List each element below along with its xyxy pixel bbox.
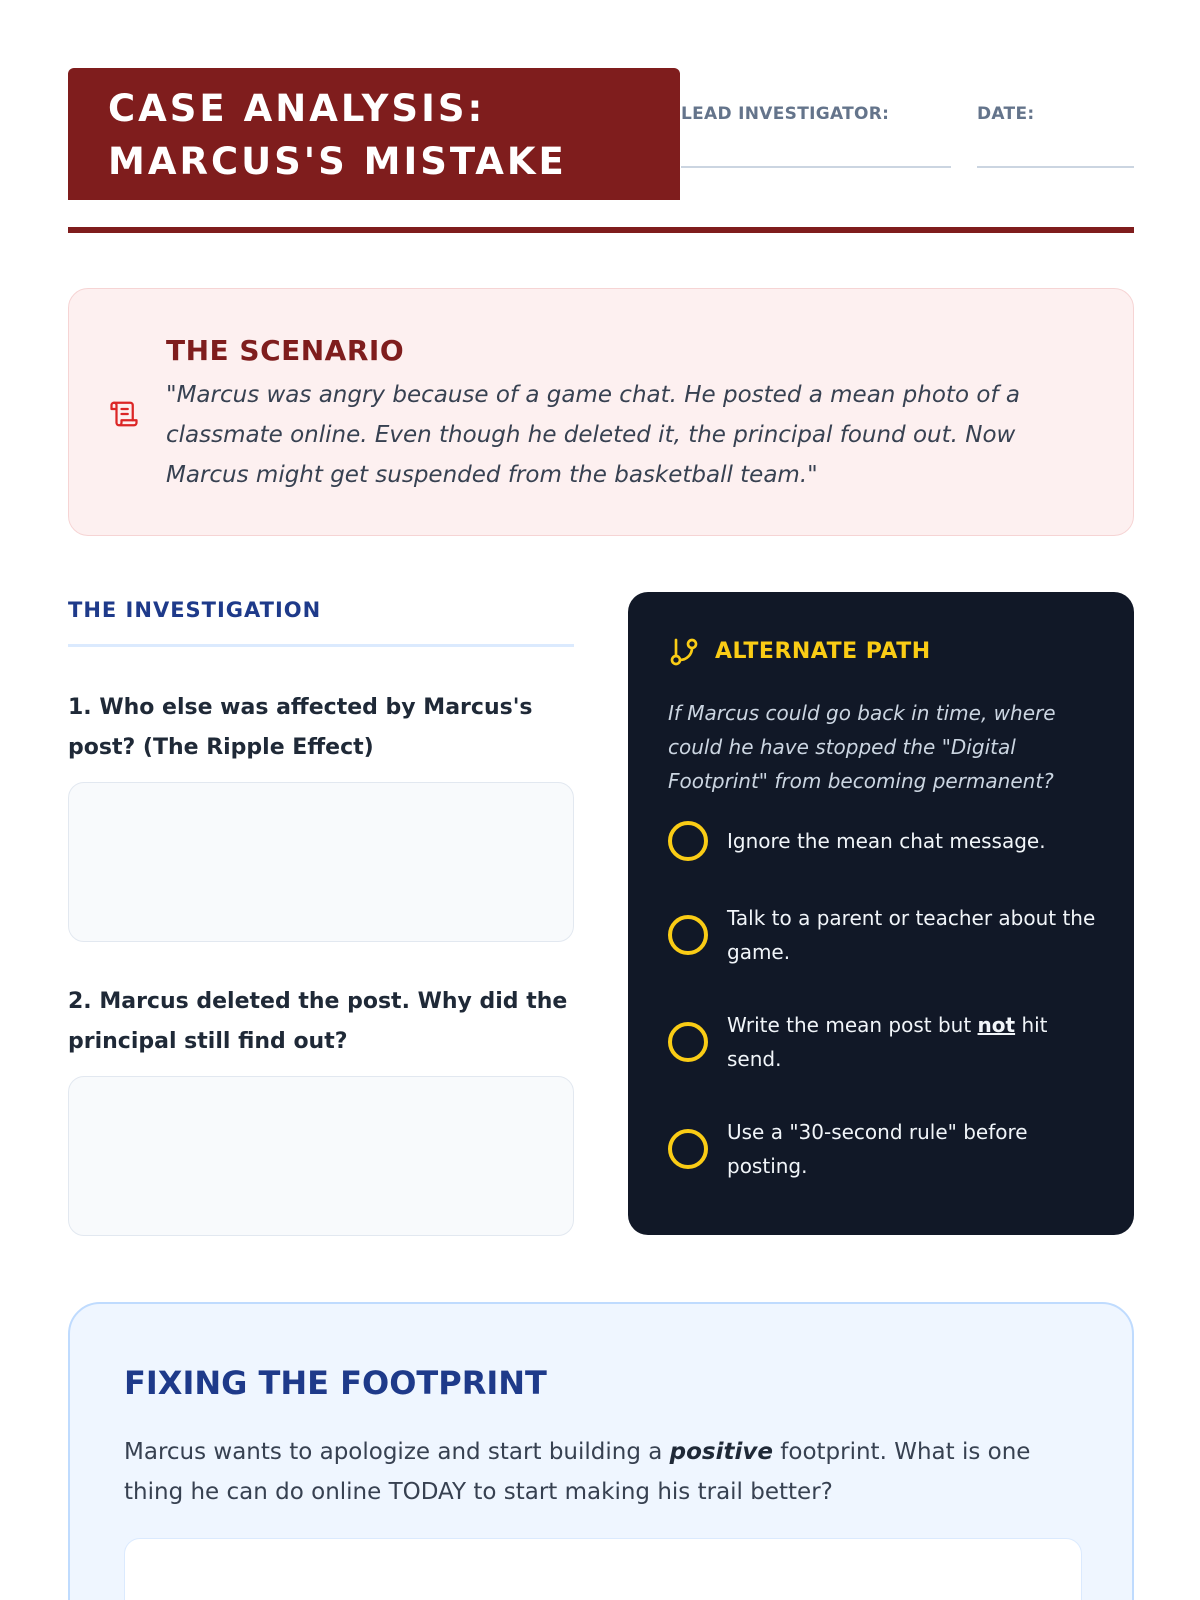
option-3-radio[interactable] [668, 1022, 708, 1062]
option-3-text-before: Write the mean post but [727, 1013, 978, 1037]
scenario-card [68, 288, 1134, 536]
lead-investigator-label: LEAD INVESTIGATOR: [681, 104, 890, 124]
fixing-footprint-card [68, 1302, 1134, 1600]
fixing-text-after: footprint. What is one thing he can do online TODAY to start making his trail better? [124, 1439, 1031, 1505]
option-4-radio[interactable] [668, 1129, 708, 1169]
lead-investigator-field[interactable] [681, 166, 951, 168]
header-divider [68, 227, 1134, 233]
option-3-emphasis: not [977, 1013, 1016, 1037]
option-2-label: Talk to a parent or teacher about the game. [727, 906, 1096, 964]
option-1-radio[interactable] [668, 821, 708, 861]
date-field[interactable] [977, 166, 1134, 168]
git-branch-icon [668, 636, 700, 668]
scenario-text: "Marcus was angry because of a game chat. He posted a mean photo of a classmate online. Even though he deleted it, the principal found out. Now Marcus might get suspended from the basketball team." [166, 382, 1020, 488]
title-line-1: CASE ANALYSIS: [108, 87, 486, 130]
option-3-label [727, 1008, 1097, 1076]
date-label: DATE: [977, 104, 1035, 124]
fixing-answer-box[interactable] [124, 1538, 1082, 1600]
investigation-divider [68, 644, 574, 647]
option-3-text-after: hit send. [727, 1013, 1048, 1071]
fixing-text-before: Marcus wants to apologize and start building a [124, 1439, 670, 1465]
option-1-label: Ignore the mean chat message. [727, 829, 1046, 853]
fixing-heading: FIXING THE FOOTPRINT [124, 1364, 547, 1402]
question-1: 1. Who else was affected by Marcus's post? (The Ripple Effect) [68, 695, 533, 760]
alternate-path-heading: ALTERNATE PATH [715, 639, 931, 664]
title-banner [68, 68, 680, 200]
title-line-2: MARCUS'S MISTAKE [108, 140, 567, 183]
option-2-radio[interactable] [668, 915, 708, 955]
question-2: 2. Marcus deleted the post. Why did the principal still find out? [68, 989, 568, 1054]
fixing-text-emphasis: positive [669, 1439, 773, 1465]
alternate-path-panel [628, 592, 1134, 1235]
alternate-path-prompt: If Marcus could go back in time, where could he have stopped the "Digital Footprint" from becoming permanent? [668, 701, 1056, 793]
fixing-prompt [124, 1432, 1084, 1512]
answer-box-1[interactable] [68, 782, 574, 942]
scenario-heading: THE SCENARIO [166, 334, 405, 367]
scroll-icon [109, 399, 139, 429]
option-4-label: Use a "30-second rule" before posting. [727, 1120, 1028, 1178]
answer-box-2[interactable] [68, 1076, 574, 1236]
investigation-heading: THE INVESTIGATION [68, 598, 322, 622]
